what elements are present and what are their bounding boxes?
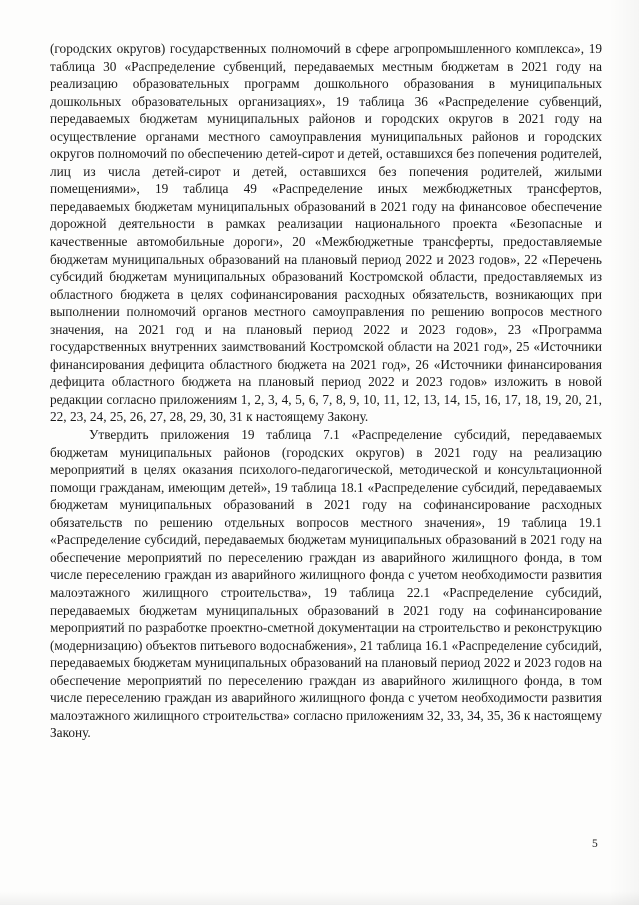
- scan-edge-shadow: [609, 0, 639, 905]
- paragraph-2: Утвердить приложения 19 таблица 7.1 «Распределение субсидий, передаваемых бюджетам муниципальных районов (городских округов) в 2021 году на реализацию мероприятий в целях оказания психолого-педагогической, методической и консультационной помощи гражданам, имеющим детей», 19 таблица 18.1 «Распределение субсидий, передаваемых бюджетам муниципальных образований в 2021 году на софинансирование расходных обязательств по решению отдельных вопросов местного значения», 19 таблица 19.1 «Распределение субсидий, передаваемых бюджетам муниципальных образований в 2021 году на обеспечение мероприятий по переселению граждан из аварийного жилищного фонда, в том числе переселению граждан из аварийного жилищного фонда с учетом необходимости развития малоэтажного жилищного строительства», 19 таблица 22.1 «Распределение субсидий, передаваемых бюджетам муниципальных образований в 2021 году на софинансирование мероприятий по разработке проектно-сметной документации на строительство и реконструкцию (модернизацию) объектов питьевого водоснабжения», 21 таблица 16.1 «Распределение субсидий, передаваемых бюджетам муниципальных образований на плановый период 2022 и 2023 годов на обеспечение мероприятий по переселению граждан из аварийного жилищного фонда, в том числе переселению граждан из аварийного жилищного фонда с учетом необходимости развития малоэтажного жилищного строительства» согласно приложениям 32, 33, 34, 35, 36 к настоящему Закону.: [50, 427, 602, 741]
- paragraph-1: (городских округов) государственных полномочий в сфере агропромышленного комплекса», 19 таблица 30 «Распределение субвенций, передаваемых местным бюджетам в 2021 году на реализацию образовательных программ дошкольного образования в муниципальных дошкольных образовательных организациях», 19 таблица 36 «Распределение субвенций, передаваемых бюджетам муниципальных районов и городских округов в 2021 году на осуществление органами местного самоуправления муниципальных районов и городских округов полномочий по обеспечению детей-сирот и детей, оставшихся без попечения родителей, лиц из числа детей-сирот и детей, оставшихся без попечения родителей, жилыми помещениями», 19 таблица 49 «Распределение иных межбюджетных трансфертов, передаваемых бюджетам муниципальных образований в 2021 году на финансовое обеспечение дорожной деятельности в рамках реализации национального проекта «Безопасные и качественные автомобильные дороги», 20 «Межбюджетные трансферты, предоставляемые бюджетам муниципальных образований на плановый период 2022 и 2023 годов», 22 «Перечень субсидий бюджетам муниципальных образований Костромской области, предоставляемых из областного бюджета в целях софинансирования расходных обязательств, возникающих при выполнении полномочий органов местного самоуправления по решению вопросов местного значения, на 2021 год и на плановый период 2022 и 2023 годов», 23 «Программа государственных внутренних заимствований Костромской области на 2021 год», 25 «Источники финансирования дефицита областного бюджета на 2021 год», 26 «Источники финансирования дефицита областного бюджета на плановый период 2022 и 2023 годов» изложить в новой редакции согласно приложениям 1, 2, 3, 4, 5, 6, 7, 8, 9, 10, 11, 12, 13, 14, 15, 16, 17, 18, 19, 20, 21, 22, 23, 24, 25, 26, 27, 28, 29, 30, 31 к настоящему Закону.: [50, 41, 602, 425]
- document-body: [50, 40, 602, 742]
- page-number: 5: [592, 838, 598, 850]
- scan-bottom-shadow: [0, 891, 639, 905]
